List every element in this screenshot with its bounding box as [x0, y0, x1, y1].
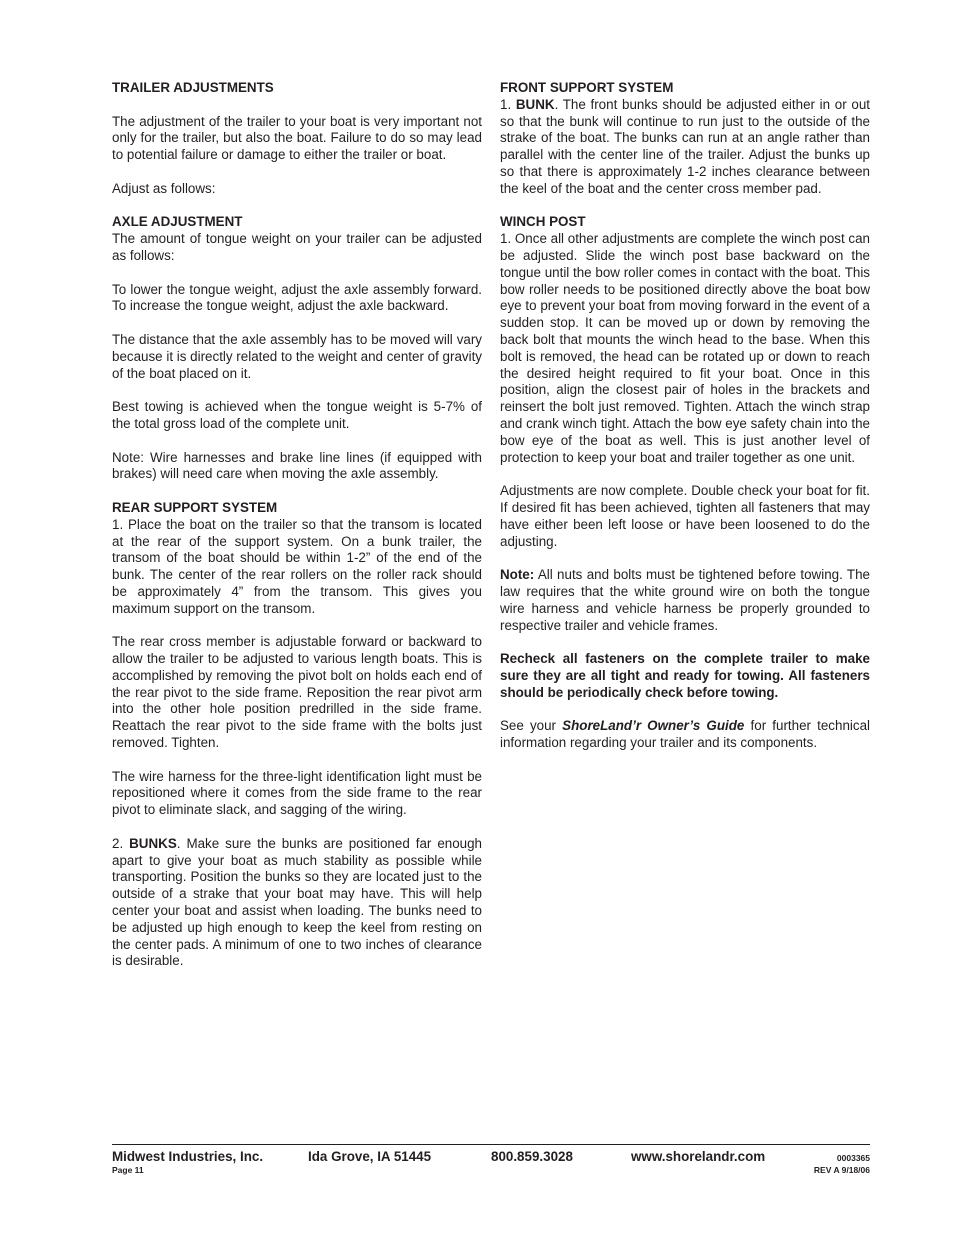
rear-support-paragraph-3: The wire harness for the three-light identification light must be repositioned where it comes from the side frame to the rear pivot to eliminate slack, and sagging of the wiring. [112, 768, 482, 818]
bunks-paragraph [112, 836, 482, 970]
winch-post-heading: WINCH POST [500, 214, 586, 230]
front-bunk-paragraph [500, 97, 870, 198]
recheck-warning: Recheck all fasteners on the complete trailer to make sure they are all tight and ready for towing. All fasteners should be periodically check before towing. [500, 651, 870, 700]
bunks-number: 2. [112, 835, 130, 851]
axle-paragraph-4: Best towing is achieved when the tongue weight is 5-7% of the total gross load of the complete unit. [112, 399, 482, 431]
trailer-adjustments-heading: TRAILER ADJUSTMENTS [112, 80, 274, 95]
front-bunk-label: BUNK [515, 96, 555, 112]
note-label: Note: [500, 567, 535, 583]
owners-guide-paragraph [500, 718, 870, 752]
see-your-suffix: for further technical information regarding your trailer and its components. [500, 718, 870, 751]
axle-adjustment-heading: AXLE ADJUSTMENT [112, 214, 243, 230]
footer-location: Ida Grove, IA 51445 [308, 1149, 432, 1164]
footer-doc-number: 0003365 [836, 1153, 870, 1163]
adjustments-complete-paragraph: Adjustments are now complete. Double check your boat for fit. If desired fit has been achieved, tighten all fasteners that may have either been left loose or have been loosened to do the adjusting. [500, 483, 870, 549]
note-text: All nuts and bolts must be tightened before towing. The law requires that the white ground wire on both the tongue wire harness and vehicle harness be properly grounded to respective trailer and vehicle frames. [500, 567, 870, 633]
page-footer [112, 1144, 870, 1175]
footer-website: www.shorelandr.com [631, 1149, 766, 1164]
front-support-heading: FRONT SUPPORT SYSTEM [500, 80, 674, 95]
bunks-text: . Make sure the bunks are positioned far enough apart to give your boat as much stability as possible while transporting. Position the bunks so they are located just to the outside of a strake that your boat may have. This will help center your boat and assist when loading. The bunks need to be adjusted up high enough to keep the keel from resting on the center pads. A minimum of one to two inches of clearance is desirable. [112, 835, 483, 969]
adjust-as-follows: Adjust as follows: [112, 180, 216, 196]
bunks-label: BUNKS [129, 835, 177, 851]
right-column [500, 80, 870, 769]
footer-phone: 800.859.3028 [491, 1149, 573, 1164]
see-your-prefix: See your [500, 718, 563, 734]
front-bunk-text: . The front bunks should be adjusted either in or out so that the bunk will continue to run just to the outside of the strake of the boat. The bunks can run at an angle rather than parallel with the center line of the trailer. Adjust the bunks up so that there is approximately 1-2 inches clearance between the keel of the boat and the center cross member pad. [500, 96, 871, 196]
rear-support-paragraph-2: The rear cross member is adjustable forward or backward to allow the trailer to be adjusted to various length boats. This is accomplished by removing the pivot bolt on holds each end of the rear pivot to the side frame. Reposition the rear pivot arm into the other hole position predrilled in the side frame. Reattach the rear pivot to the side frame with the bolts just removed. Tighten. [112, 634, 482, 751]
rear-support-paragraph-1: 1. Place the boat on the trailer so that the transom is located at the rear of the support system. On a bunk trailer, the transom of the boat should be within 1-2” of the end of the bunk. The center of the rear rollers on the roller rack should be approximately 4” from the transom. This gives you maximum support on the transom. [112, 516, 482, 616]
axle-paragraph-2: To lower the tongue weight, adjust the axle assembly forward. To increase the tongue weight, adjust the axle backward. [112, 281, 482, 314]
axle-note: Note: Wire harnesses and brake line lines (if equipped with brakes) will need care when moving the axle assembly. [112, 449, 482, 482]
axle-paragraph-1: The amount of tongue weight on your trailer can be adjusted as follows: [112, 231, 482, 263]
winch-post-paragraph-1: 1. Once all other adjustments are complete the winch post can be adjusted. Slide the winch post base backward on the tongue until the bow roller comes in contact with the boat. This bow roller needs to be positioned directly above the boat bow eye to prevent your boat from moving forward in the event of a sudden stop. It can be moved up or down by removing the back bolt that mounts the winch head to the base. When this bolt is removed, the head can be rotated up or down to reach the desired height required to fit your boat. Once in this position, align the closest pair of holes in the brackets and reinsert the bolt just removed. Tighten. Attach the winch strap and crank winch tight. Attach the bow eye safety chain into the bow eye of the boat as well. This is just another level of protection to keep your boat and trailer together as one unit. [500, 231, 870, 465]
footer-company: Midwest Industries, Inc. [112, 1149, 264, 1164]
front-bunk-number: 1. [500, 96, 516, 112]
footer-page-number: Page 11 [112, 1165, 144, 1175]
rear-support-heading: REAR SUPPORT SYSTEM [112, 499, 278, 515]
footer-revision: REV A 9/18/06 [813, 1165, 870, 1175]
trailer-adjustments-intro: The adjustment of the trailer to your boat is very important not only for the trailer, but also the boat. Failure to do so may lead to potential failure or damage to either the trailer or boat. [112, 113, 482, 163]
left-column [112, 80, 482, 987]
owners-guide-title: ShoreLand’r Owner’s Guide [562, 718, 745, 734]
note-paragraph [500, 567, 870, 634]
axle-paragraph-3: The distance that the axle assembly has to be moved will vary because it is directly related to the weight and center of gravity of the boat placed on it. [112, 331, 482, 381]
